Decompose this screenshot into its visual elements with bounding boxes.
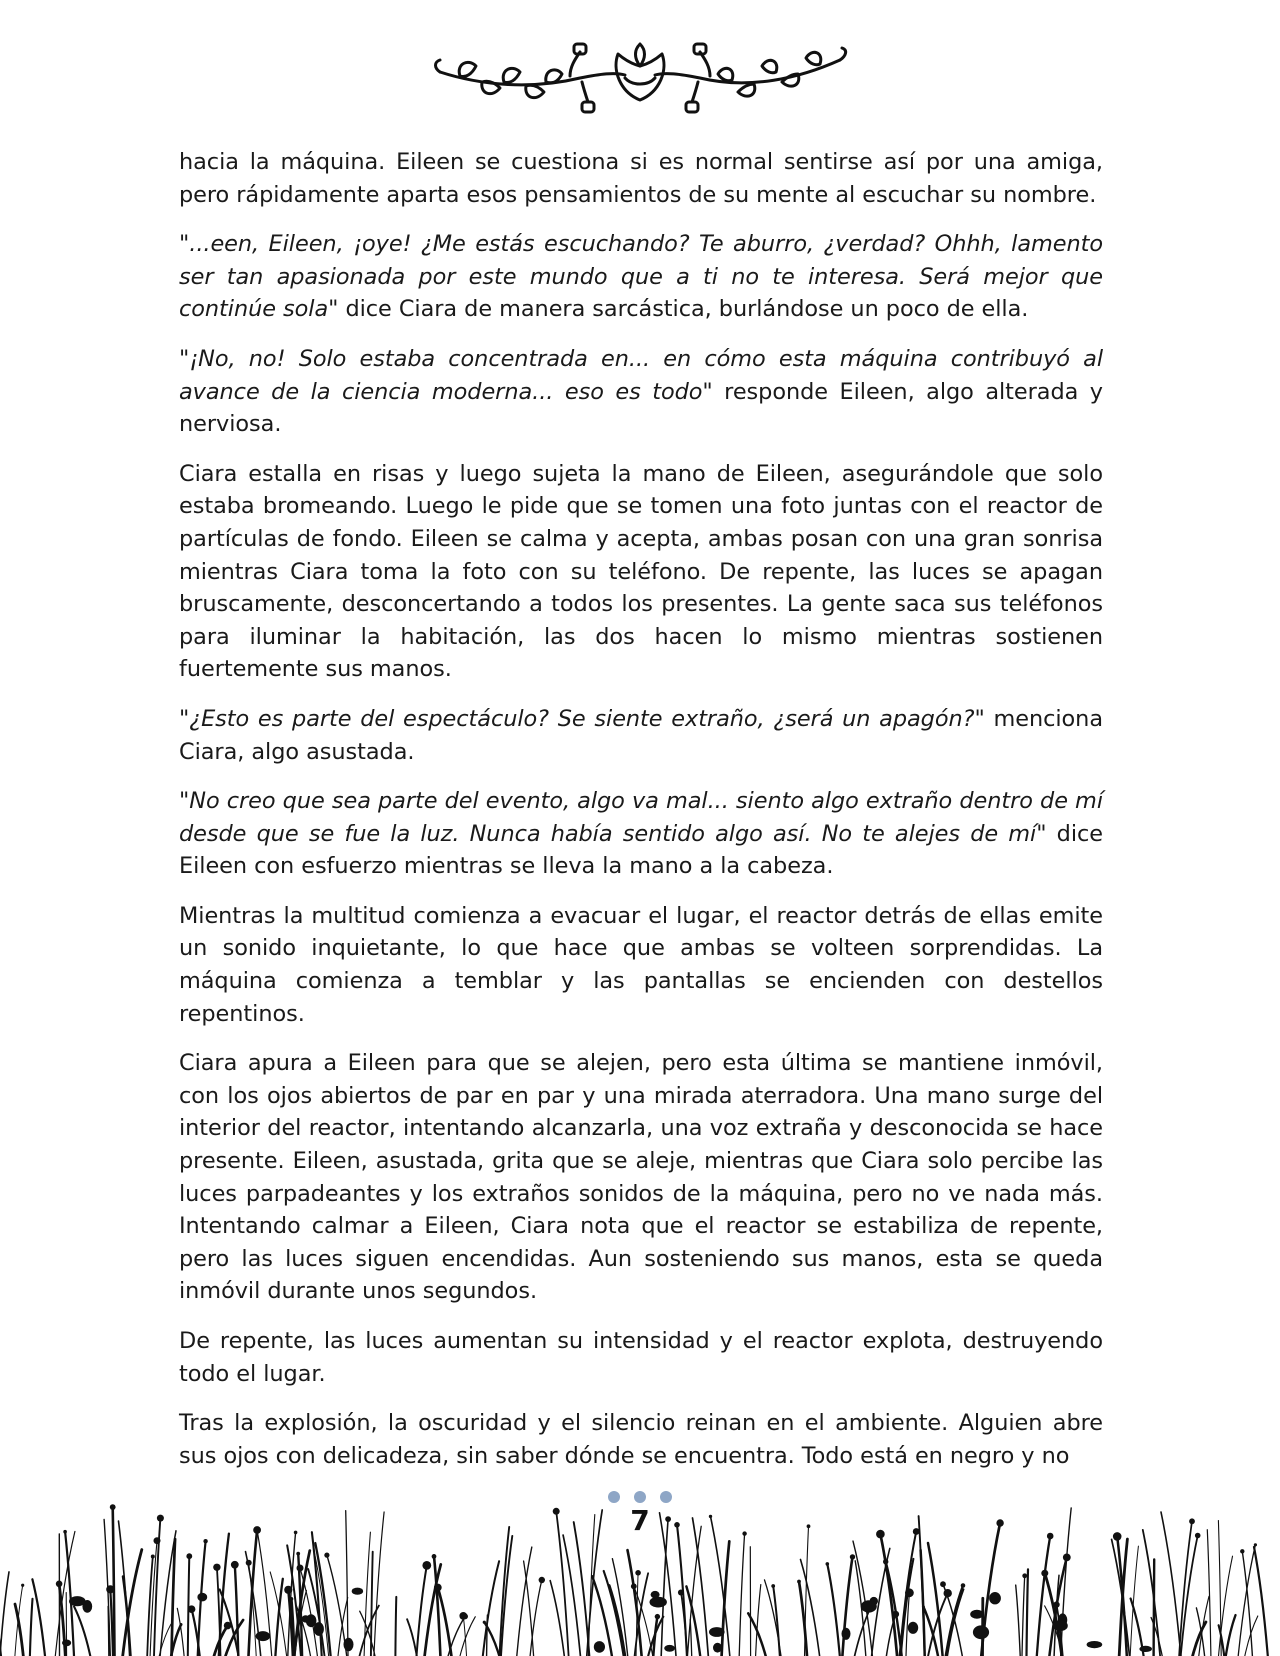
page-body <box>179 146 1103 1489</box>
dialogue: "...een, Eileen, ¡oye! ¿Me estás escuchando? Te aburro, ¿verdad? Ohhh, lamento ser tan apasionada por este mundo que a ti no te interesa. Será mejor que continúe sola" <box>179 231 1103 323</box>
paragraph <box>179 785 1103 883</box>
dialogue: "No creo que sea parte del evento, algo va mal... siento algo extraño dentro de mí desde que se fue la luz. Nunca había sentido algo así. No te alejes de mí" <box>179 788 1103 847</box>
paragraph <box>179 146 1103 211</box>
paragraph <box>179 703 1103 768</box>
narration: De repente, las luces aumentan su intensidad y el reactor explota, destruyendo todo el lugar. <box>179 1328 1103 1387</box>
paragraph <box>179 1407 1103 1472</box>
narration: Tras la explosión, la oscuridad y el silencio reinan en el ambiente. Alguien abre sus ojos con delicadeza, sin saber dónde se encuentra. Todo está en negro y no <box>179 1410 1103 1469</box>
narration: Ciara apura a Eileen para que se alejen, pero esta última se mantiene inmóvil, con los ojos abiertos de par en par y una mirada aterradora. Una mano surge del interior del reactor, intentando alcanzarla, una voz extraña y desconocida se hace presente. Eileen, asustada, grita que se aleje, mientras que Ciara solo percibe las luces parpadeantes y los extraños sonidos de la máquina, pero no ve nada más. Intentando calmar a Eileen, Ciara nota que el reactor se estabiliza de repente, pero las luces siguen encendidas. Aun sosteniendo sus manos, esta se queda inmóvil durante unos segundos. <box>179 1050 1103 1305</box>
narration: hacia la máquina. Eileen se cuestiona si es normal sentirse así por una amiga, pero rápidamente aparta esos pensamientos de su mente al escuchar su nombre. <box>179 149 1103 208</box>
dialogue: "¿Esto es parte del espectáculo? Se siente extraño, ¿será un apagón?" <box>179 705 985 732</box>
floral-vine-ornament-icon <box>420 30 860 120</box>
narration: menciona Ciara, algo asustada. <box>179 705 1103 765</box>
wildflower-meadow-silhouette-icon <box>0 1500 1280 1656</box>
narration: responde Eileen, algo alterada y nerviosa. <box>179 378 1103 438</box>
paragraph <box>179 900 1103 1030</box>
paragraph <box>179 343 1103 441</box>
page-number: 7 <box>630 1504 650 1537</box>
paragraph <box>179 228 1103 326</box>
narration: Ciara estalla en risas y luego sujeta la mano de Eileen, asegurándole que solo estaba bromeando. Luego le pide que se tomen una foto juntas con el reactor de partículas de fondo. Eileen se calma y acepta, ambas posan con una gran sonrisa mientras Ciara toma la foto con su teléfono. De repente, las luces se apagan bruscamente, desconcertando a todos los presentes. La gente saca sus teléfonos para iluminar la habitación, las dos hacen lo mismo mientras sostienen fuertemente sus manos. <box>179 460 1103 683</box>
narration: dice Ciara de manera sarcástica, burlándose un poco de ella. <box>338 296 1029 323</box>
paragraph <box>179 1047 1103 1308</box>
paragraph <box>179 458 1103 686</box>
narration: dice Eileen con esfuerzo mientras se lleva la mano a la cabeza. <box>179 820 1103 880</box>
dialogue: "¡No, no! Solo estaba concentrada en... en cómo esta máquina contribuyó al avance de la ciencia moderna... eso es todo" <box>179 345 1103 405</box>
paragraph <box>179 1325 1103 1390</box>
narration: Mientras la multitud comienza a evacuar el lugar, el reactor detrás de ellas emite un sonido inquietante, lo que hace que ambas se volteen sorprendidas. La máquina comienza a temblar y las pantallas se encienden con destellos repentinos. <box>179 902 1103 1027</box>
